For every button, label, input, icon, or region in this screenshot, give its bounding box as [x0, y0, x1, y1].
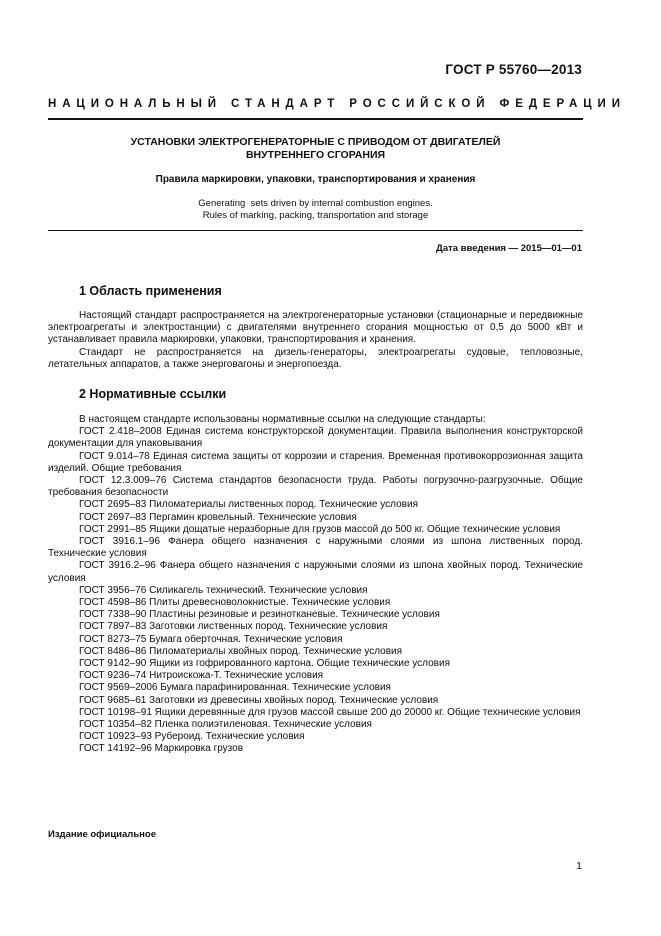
reference-item: ГОСТ 10354–82 Пленка полиэтиленовая. Технические условия	[79, 719, 372, 731]
reference-item: ГОСТ 9685–61 Заготовки из древесины хвойных пород. Технические условия	[79, 694, 439, 706]
paragraph: Стандарт не распространяется на дизель-генераторы, электроагрегаты судовые, тепловозные, летательных аппаратов, а также энерговагоны и энергопоезда.	[48, 346, 583, 370]
national-standard-banner: НАЦИОНАЛЬНЫЙ СТАНДАРТ РОССИЙСКОЙ ФЕДЕРАЦИИ	[48, 98, 626, 110]
official-edition-note: Издание официальное	[48, 829, 156, 840]
title-divider	[48, 230, 583, 231]
reference-item: ГОСТ 10923–93 Рубероид. Технические условия	[79, 731, 305, 743]
reference-item: ГОСТ 9142–90 Ящики из гофрированного картона. Общие технические условия	[79, 658, 450, 670]
reference-item: ГОСТ 9236–74 Нитроискожа-Т. Технические условия	[79, 670, 324, 682]
reference-item: ГОСТ 3916.1–96 Фанера общего назначения с наружными слоями из шпона лиственных пород. Технические условия	[48, 536, 583, 560]
section-1-heading: 1 Область применения	[79, 284, 222, 298]
reference-item: ГОСТ 4598–86 Плиты древесноволокнистые. Технические условия	[79, 597, 391, 609]
section-1-body	[48, 310, 583, 371]
reference-item: ГОСТ 14192–96 Маркировка грузов	[79, 743, 244, 755]
introduction-date: Дата введения — 2015—01—01	[436, 243, 582, 254]
document-subtitle: Правила маркировки, упаковки, транспортирования и хранения	[155, 174, 476, 185]
reference-item: ГОСТ 2695–83 Пиломатериалы лиственных пород. Технические условия	[79, 499, 418, 511]
reference-item: ГОСТ 10198–91 Ящики деревянные для грузов массой свыше 200 до 20000 кг. Общие технические условия	[79, 706, 581, 718]
reference-item: ГОСТ 8486–86 Пиломатериалы хвойных пород. Технические условия	[79, 645, 403, 657]
reference-item: ГОСТ 12.3.009–76 Система стандартов безопасности труда. Работы погрузочно-разгрузочные. Общие требования безопасности	[48, 475, 583, 499]
reference-item: ГОСТ 7338–90 Пластины резиновые и резинотканевые. Технические условия	[79, 609, 440, 621]
document-number: ГОСТ Р 55760—2013	[445, 62, 582, 77]
english-title-line-2: Rules of marking, packing, transportation and storage	[202, 210, 429, 221]
header-divider	[48, 118, 583, 120]
title-line-2: ВНУТРЕННЕГО СГОРАНИЯ	[245, 149, 386, 161]
document-title	[48, 136, 583, 162]
english-title-line-1: Generating sets driven by internal combustion engines.	[198, 198, 433, 209]
reference-item: ГОСТ 2.418–2008 Единая система конструкторской документации. Правила выполнения конструкторской документации для упаковывания	[48, 426, 583, 450]
reference-item: ГОСТ 9569–2006 Бумага парафинированная. Технические условия	[79, 682, 391, 694]
reference-item: ГОСТ 2697–83 Пергамин кровельный. Технические условия	[79, 511, 357, 523]
reference-item: ГОСТ 8273–75 Бумага оберточная. Технические условия	[79, 633, 343, 645]
paragraph: Настоящий стандарт распространяется на электрогенераторные установки (стационарные и передвижные электроагрегаты и электростанции) с двигателями внутреннего сгорания мощностью от 0,5 до 5000 кВт и устанавливает правила маркировки, упаковки, транспортирования и хранения.	[48, 310, 583, 346]
reference-item: ГОСТ 7897–83 Заготовки лиственных пород. Технические условия	[79, 621, 388, 633]
section-2-body	[48, 414, 583, 756]
page-number: 1	[576, 860, 582, 872]
title-line-1: УСТАНОВКИ ЭЛЕКТРОГЕНЕРАТОРНЫЕ С ПРИВОДОМ ОТ ДВИГАТЕЛЕЙ	[130, 136, 501, 148]
reference-item: ГОСТ 9.014–78 Единая система защиты от коррозии и старения. Временная противокоррозионная защита изделий. Общие требования	[48, 450, 583, 474]
section-2-heading: 2 Нормативные ссылки	[79, 387, 227, 401]
paragraph: В настоящем стандарте использованы нормативные ссылки на следующие стандарты:	[79, 414, 486, 425]
reference-item: ГОСТ 3916.2–96 Фанера общего назначения с наружными слоями из шпона хвойных пород. Технические условия	[48, 560, 583, 584]
reference-item: ГОСТ 2991–85 Ящики дощатые неразборные для грузов массой до 500 кг. Общие технические условия	[79, 523, 561, 535]
reference-item: ГОСТ 3956–76 Силикагель технический. Технические условия	[79, 584, 368, 596]
english-title	[48, 198, 583, 222]
